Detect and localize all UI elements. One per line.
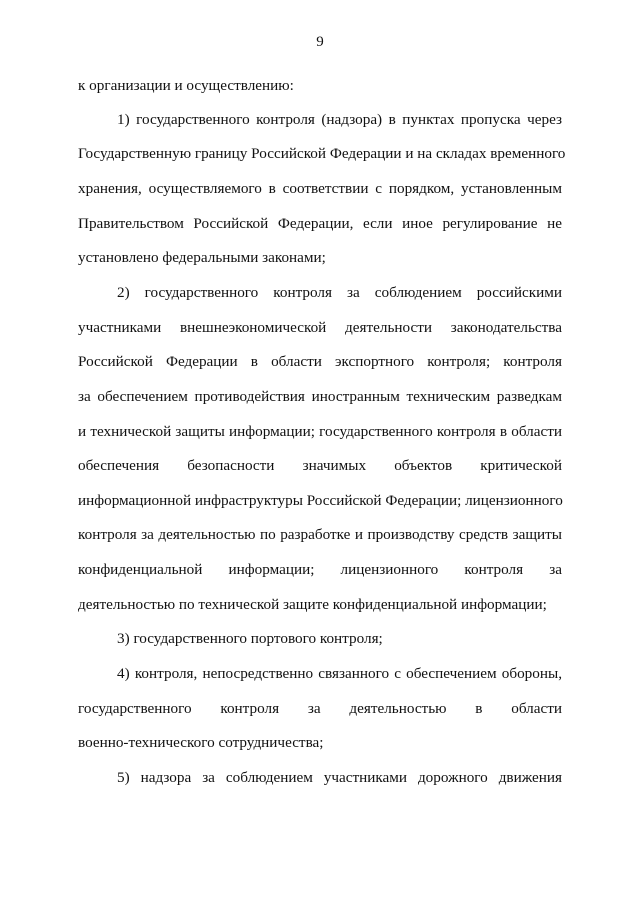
text-line: к организации и осуществлению: [78,77,294,94]
text-line: конфиденциальной информации; лицензионного контроля за [78,561,562,578]
text-line: Российской Федерации в области экспортного контроля; контроля [78,353,562,370]
page-number: 9 [316,34,324,50]
text-line: обеспечения безопасности значимых объектов критической [78,457,562,474]
text-line: военно-технического сотрудничества; [78,734,324,751]
text-line: 3) государственного портового контроля; [117,630,383,647]
text-line: 4) контроля, непосредственно связанного с обеспечением обороны, [117,665,562,682]
text-line: контроля за деятельностью по разработке и производству средств защиты [78,526,562,543]
text-line: и технической защиты информации; государственного контроля в области [78,423,562,440]
text-line: за обеспечением противодействия иностранным техническим разведкам [78,388,562,405]
text-line: 2) государственного контроля за соблюдением российскими [117,284,562,301]
text-line: участниками внешнеэкономической деятельности законодательства [78,319,562,336]
text-line: хранения, осуществляемого в соответствии с порядком, установленным [78,180,562,197]
text-line: информационной инфраструктуры Российской Федерации; лицензионного [78,492,563,509]
text-line: деятельностью по технической защите конфиденциальной информации; [78,596,547,613]
text-line: Государственную границу Российской Федерации и на складах временного [78,145,566,162]
text-line: государственного контроля за деятельностью в области [78,700,562,717]
text-line: Правительством Российской Федерации, если иное регулирование не [78,215,562,232]
text-line: 1) государственного контроля (надзора) в пунктах пропуска через [117,111,562,128]
text-line: установлено федеральными законами; [78,249,326,266]
text-line: 5) надзора за соблюдением участниками дорожного движения [117,769,562,786]
